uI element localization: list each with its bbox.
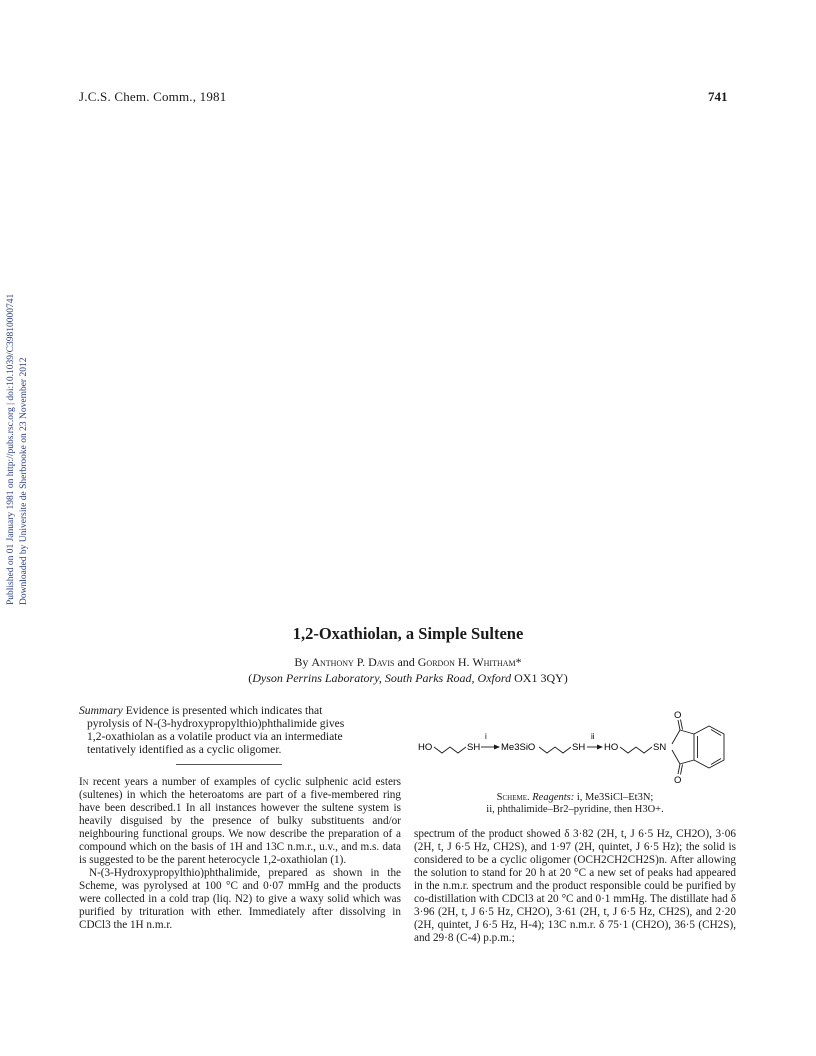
scheme-step-ii: ii xyxy=(591,732,595,741)
left-column xyxy=(79,776,401,932)
scheme-ho-1: HO xyxy=(418,742,433,753)
by-label: By xyxy=(294,655,309,669)
scheme-o-bottom: O xyxy=(674,775,682,784)
caption-reagent-i: i, Me3SiCl–Et3N; xyxy=(576,792,654,803)
article-title: 1,2-Oxathiolan, a Simple Sultene xyxy=(292,624,524,643)
summary-label: Summary xyxy=(79,704,123,717)
paragraph-3: spectrum of the product showed δ 3·82 (2H, t, J 6·5 Hz, CH2O), 3·06 (2H, t, J 6·5 Hz, CH2S), and 1·97 (2H, quintet, J 6·5 Hz); the solid is considered to be a cyclic oligomer (OCH2CH2CH2S)n. After allowing the solution to stand for 20 h at 20 °C a new set of peaks had appeared in the n.m.r. spectrum and the product responsible could be purified by co-distillation with CDCl3 at 20 °C and 0·1 mmHg. The distillate had δ 3·96 (2H, t, J 6·5 Hz, CH2O), 3·61 (2H, t, J 6·5 Hz, CH2S), and 2·20 (2H, quintet, J 6·5 Hz, H-4); 13C n.m.r. δ 75·1 (CH2O), 36·5 (CH2S), and 29·8 (C-4) p.p.m.; xyxy=(414,828,736,944)
journal-name: J.C.S. Chem. Comm., 1981 xyxy=(79,89,227,104)
author-2: Gordon H. Whitham* xyxy=(417,655,522,669)
downloaded-line[interactable]: Downloaded by Universite de Sherbrooke on 23 November 2012 xyxy=(18,357,29,605)
authors xyxy=(0,655,816,670)
author-1: Anthony P. Davis xyxy=(311,655,395,669)
summary-line-4: tentatively identified as a cyclic oligomer. xyxy=(87,743,282,756)
caption-reagents: Reagents: xyxy=(532,792,575,803)
running-header xyxy=(79,89,226,105)
summary-line-1: Evidence is presented which indicates that xyxy=(125,704,323,717)
scheme-sh-1: SH xyxy=(467,742,481,753)
scheme-step-i: i xyxy=(485,732,487,741)
paragraph-2: N-(3-Hydroxypropylthio)phthalimide, prepared as shown in the Scheme, was pyrolysed at 100 °C and 0·07 mmHg and the products were collected in a cold trap (liq. N2) to give a waxy solid which was purified by trituration with ether. Immediately after dissolving in CDCl3 the 1H n.m.r. xyxy=(79,867,401,931)
caption-reagent-ii: ii, phthalimide–Br2–pyridine, then H3O+. xyxy=(486,804,664,815)
paragraph-1-text: recent years a number of examples of cyclic sulphenic acid esters (sultenes) in which the heteroatoms are part of a five-membered ring have been described.1 In all instances however the sultene system is heavily disguised by the presence of bulky substituents and/or neighbouring functional groups. We now describe the preparation of a compound which on the basis of 1H and 13C n.m.r., u.v., and m.s. data is suggested to be the parent heterocycle 1,2-oxathiolan (1). xyxy=(79,776,401,866)
affiliation: (Dyson Perrins Laboratory, South Parks Road, Oxford OX1 3QY) xyxy=(248,671,568,685)
right-column xyxy=(414,828,736,945)
scheme-me3sio: Me3SiO xyxy=(501,742,536,753)
reaction-scheme xyxy=(414,706,744,784)
page-number: 741 xyxy=(708,89,728,104)
download-notice xyxy=(5,265,35,605)
published-line[interactable]: Published on 01 January 1981 on http://pubs.rsc.org | doi:10.1039/C39810000741 xyxy=(6,293,16,605)
summary xyxy=(79,704,401,756)
scheme-sn: SN xyxy=(653,742,667,753)
caption-label: Scheme. xyxy=(496,792,530,803)
scheme-caption xyxy=(414,792,736,816)
scheme-ho-2: HO xyxy=(604,742,619,753)
phthalimide-structure xyxy=(672,720,724,775)
scheme-sh-2: SH xyxy=(572,742,586,753)
and-label: and xyxy=(397,655,415,669)
summary-divider xyxy=(176,764,282,765)
postcode: OX1 3QY xyxy=(514,671,564,685)
paragraph-1 xyxy=(79,776,401,867)
paragraph-1-lead: In xyxy=(79,776,89,788)
summary-line-2: pyrolysis of N-(3-hydroxypropylthio)phthalimide gives xyxy=(87,717,345,730)
scheme-o-top: O xyxy=(674,710,682,721)
affiliation-text: Dyson Perrins Laboratory, South Parks Road, Oxford xyxy=(252,671,512,685)
summary-line-3: 1,2-oxathiolan as a volatile product via an intermediate xyxy=(87,730,343,743)
